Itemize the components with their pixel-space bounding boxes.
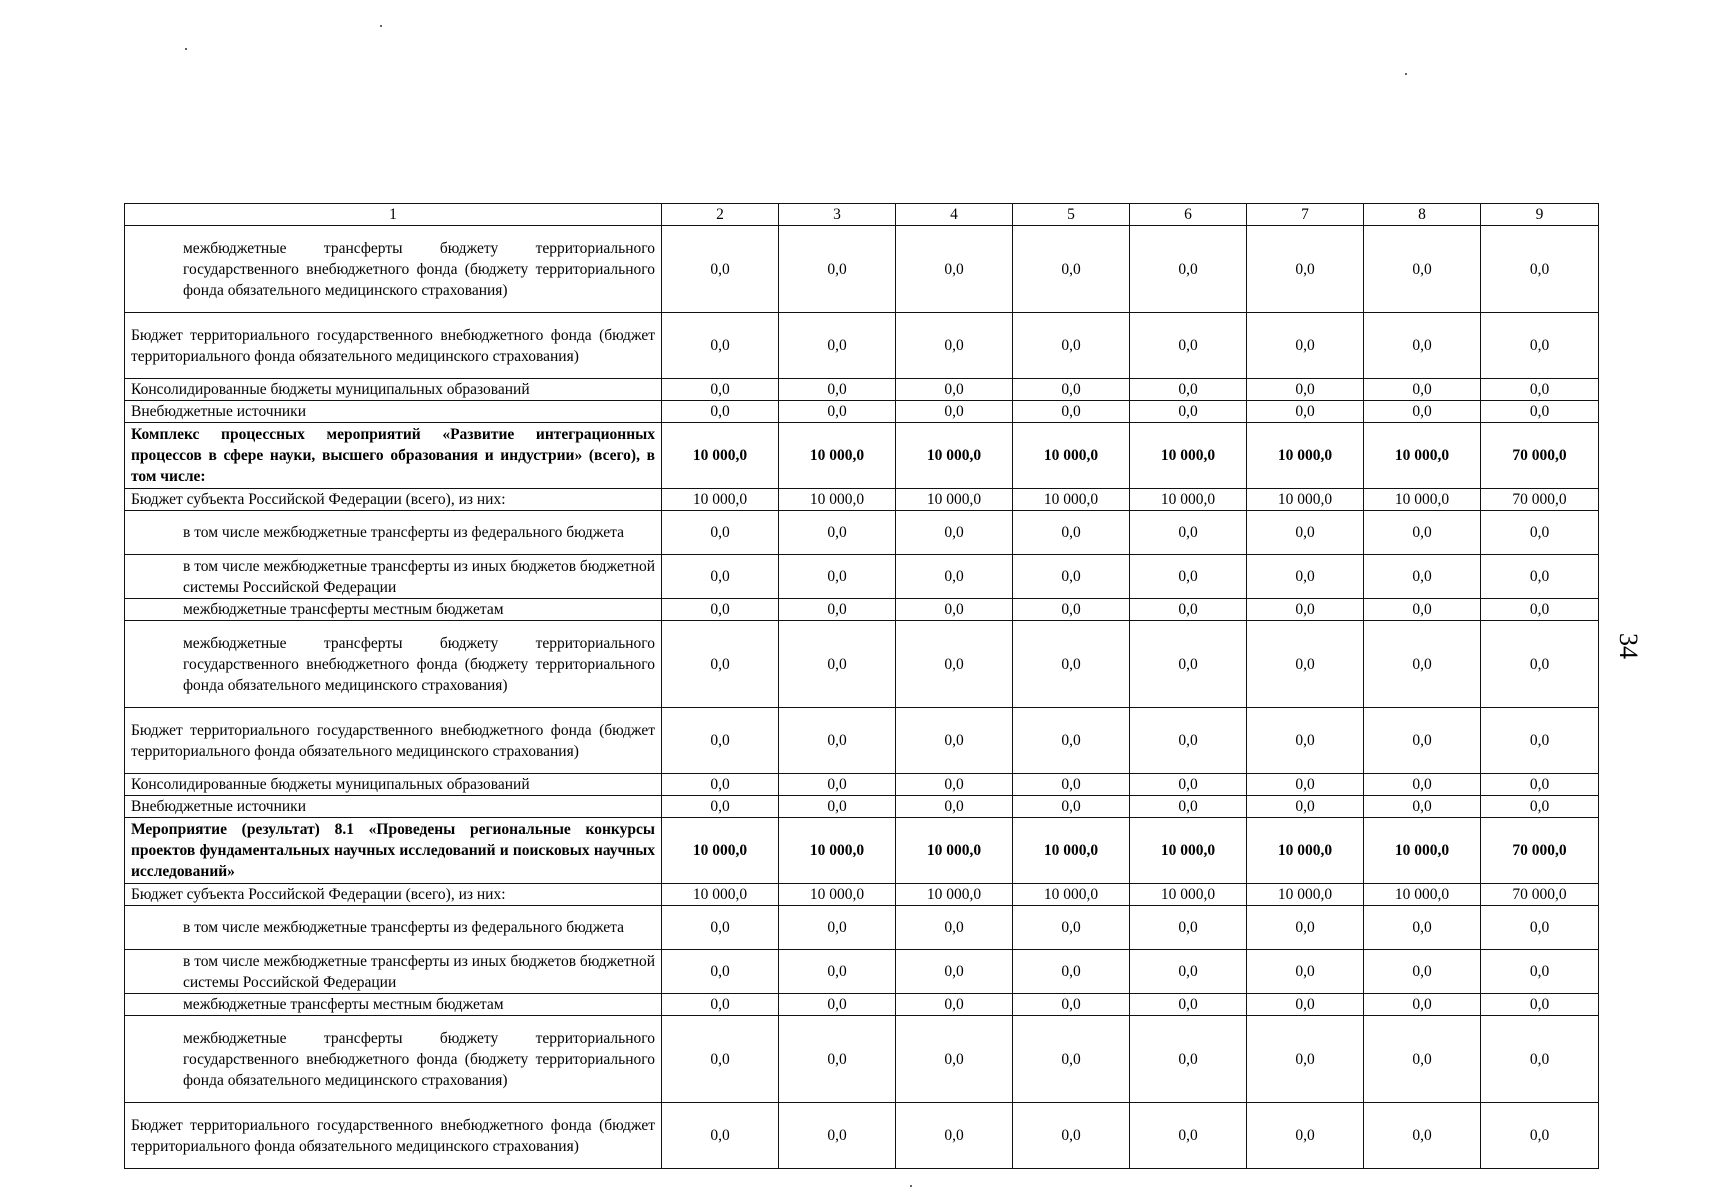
scan-speck [185,48,187,50]
cell-value: 0,0 [1013,774,1130,796]
scan-speck [910,1185,912,1187]
cell-value: 0,0 [779,401,896,423]
cell-value: 0,0 [779,708,896,774]
table-row [125,774,1599,796]
cell-value: 0,0 [779,994,896,1016]
cell-value: 0,0 [662,511,779,555]
row-label: межбюджетные трансферты местным бюджетам [125,994,662,1016]
cell-value: 0,0 [1364,1016,1481,1103]
cell-value: 0,0 [1364,774,1481,796]
cell-value: 0,0 [779,555,896,599]
cell-value: 0,0 [1481,796,1599,818]
cell-value: 0,0 [662,379,779,401]
cell-value: 10 000,0 [1013,818,1130,884]
cell-value: 70 000,0 [1481,423,1599,489]
row-label: в том числе межбюджетные трансферты из федерального бюджета [125,906,662,950]
cell-value: 0,0 [1481,994,1599,1016]
cell-value: 0,0 [1130,555,1247,599]
cell-value: 0,0 [662,950,779,994]
cell-value: 10 000,0 [896,489,1013,511]
cell-value: 10 000,0 [779,489,896,511]
cell-value: 0,0 [1247,313,1364,379]
cell-value: 0,0 [662,708,779,774]
cell-value: 0,0 [1013,226,1130,313]
cell-value: 0,0 [1013,511,1130,555]
column-number: 8 [1364,204,1481,226]
table-row [125,906,1599,950]
cell-value: 0,0 [662,555,779,599]
cell-value: 70 000,0 [1481,489,1599,511]
cell-value: 0,0 [779,621,896,708]
cell-value: 0,0 [1013,621,1130,708]
column-number: 7 [1247,204,1364,226]
row-label: межбюджетные трансферты бюджету территориального государственного внебюджетного фонда (бюджету территориального фонда обязательного медицинского страхования) [125,226,662,313]
cell-value: 0,0 [1013,599,1130,621]
row-label: Комплекс процессных мероприятий «Развитие интеграционных процессов в сфере науки, высшего образования и индустрии» (всего), в том числе: [125,423,662,489]
cell-value: 0,0 [662,226,779,313]
cell-value: 70 000,0 [1481,818,1599,884]
cell-value: 10 000,0 [1364,818,1481,884]
cell-value: 0,0 [662,796,779,818]
table-row [125,1103,1599,1169]
cell-value: 0,0 [779,950,896,994]
cell-value: 0,0 [1130,774,1247,796]
cell-value: 0,0 [1130,906,1247,950]
column-number: 6 [1130,204,1247,226]
cell-value: 70 000,0 [1481,884,1599,906]
cell-value: 0,0 [1247,1103,1364,1169]
cell-value: 10 000,0 [896,818,1013,884]
row-label: межбюджетные трансферты местным бюджетам [125,599,662,621]
cell-value: 0,0 [1364,511,1481,555]
cell-value: 0,0 [662,621,779,708]
row-label: Консолидированные бюджеты муниципальных образований [125,774,662,796]
cell-value: 0,0 [1481,511,1599,555]
cell-value: 10 000,0 [662,818,779,884]
cell-value: 0,0 [1130,1103,1247,1169]
cell-value: 10 000,0 [1130,489,1247,511]
cell-value: 0,0 [1364,708,1481,774]
row-label: Бюджет территориального государственного внебюджетного фонда (бюджет территориального фонда обязательного медицинского страхования) [125,313,662,379]
cell-value: 0,0 [1364,313,1481,379]
cell-value: 0,0 [896,226,1013,313]
row-label: в том числе межбюджетные трансферты из федерального бюджета [125,511,662,555]
cell-value: 10 000,0 [1013,884,1130,906]
cell-value: 0,0 [662,313,779,379]
cell-value: 0,0 [1364,555,1481,599]
cell-value: 0,0 [1247,950,1364,994]
table-row [125,708,1599,774]
row-label: Внебюджетные источники [125,401,662,423]
table-row [125,621,1599,708]
cell-value: 0,0 [779,599,896,621]
row-label: Бюджет территориального государственного внебюджетного фонда (бюджет территориального фонда обязательного медицинского страхования) [125,708,662,774]
cell-value: 0,0 [662,401,779,423]
cell-value: 0,0 [1013,1103,1130,1169]
cell-value: 0,0 [1130,379,1247,401]
cell-value: 0,0 [1247,994,1364,1016]
cell-value: 10 000,0 [662,884,779,906]
cell-value: 0,0 [1364,226,1481,313]
table-row [125,313,1599,379]
cell-value: 0,0 [1247,401,1364,423]
cell-value: 0,0 [1481,621,1599,708]
cell-value: 10 000,0 [1247,423,1364,489]
cell-value: 0,0 [1247,555,1364,599]
cell-value: 0,0 [1130,226,1247,313]
cell-value: 10 000,0 [1130,884,1247,906]
row-label: межбюджетные трансферты бюджету территориального государственного внебюджетного фонда (бюджету территориального фонда обязательного медицинского страхования) [125,1016,662,1103]
row-label: Консолидированные бюджеты муниципальных образований [125,379,662,401]
cell-value: 0,0 [1481,1016,1599,1103]
cell-value: 10 000,0 [1247,884,1364,906]
table-row [125,226,1599,313]
cell-value: 0,0 [896,1103,1013,1169]
cell-value: 0,0 [896,621,1013,708]
column-number: 4 [896,204,1013,226]
table-row [125,555,1599,599]
cell-value: 10 000,0 [662,423,779,489]
cell-value: 0,0 [1481,379,1599,401]
cell-value: 0,0 [896,796,1013,818]
cell-value: 10 000,0 [1013,423,1130,489]
cell-value: 0,0 [1013,401,1130,423]
cell-value: 10 000,0 [1364,489,1481,511]
cell-value: 0,0 [1364,950,1481,994]
column-number: 9 [1481,204,1599,226]
cell-value: 10 000,0 [1364,884,1481,906]
cell-value: 0,0 [779,1016,896,1103]
cell-value: 0,0 [896,1016,1013,1103]
cell-value: 0,0 [1247,774,1364,796]
table-row [125,884,1599,906]
table-row [125,994,1599,1016]
cell-value: 0,0 [1481,226,1599,313]
cell-value: 0,0 [779,226,896,313]
column-number: 1 [125,204,662,226]
cell-value: 0,0 [1130,313,1247,379]
cell-value: 0,0 [779,313,896,379]
row-label: в том числе межбюджетные трансферты из иных бюджетов бюджетной системы Российской Федерации [125,950,662,994]
cell-value: 0,0 [1130,599,1247,621]
column-number: 5 [1013,204,1130,226]
cell-value: 0,0 [1247,599,1364,621]
cell-value: 0,0 [1481,950,1599,994]
cell-value: 10 000,0 [1013,489,1130,511]
cell-value: 0,0 [896,994,1013,1016]
cell-value: 0,0 [896,708,1013,774]
cell-value: 0,0 [1364,379,1481,401]
cell-value: 0,0 [896,555,1013,599]
cell-value: 10 000,0 [779,818,896,884]
cell-value: 10 000,0 [1247,489,1364,511]
cell-value: 0,0 [662,906,779,950]
cell-value: 0,0 [1247,511,1364,555]
cell-value: 0,0 [779,906,896,950]
cell-value: 0,0 [1130,401,1247,423]
cell-value: 0,0 [1481,599,1599,621]
cell-value: 0,0 [779,796,896,818]
table-row [125,818,1599,884]
cell-value: 0,0 [662,1016,779,1103]
cell-value: 0,0 [1481,708,1599,774]
cell-value: 0,0 [896,313,1013,379]
cell-value: 0,0 [662,599,779,621]
row-label: Внебюджетные источники [125,796,662,818]
budget-table [124,203,1599,1169]
cell-value: 0,0 [1013,555,1130,599]
cell-value: 0,0 [896,950,1013,994]
scan-speck [380,25,382,27]
table-row [125,511,1599,555]
cell-value: 0,0 [662,994,779,1016]
cell-value: 0,0 [1247,379,1364,401]
cell-value: 0,0 [896,401,1013,423]
row-label: в том числе межбюджетные трансферты из иных бюджетов бюджетной системы Российской Федерации [125,555,662,599]
cell-value: 0,0 [1013,313,1130,379]
cell-value: 0,0 [1481,1103,1599,1169]
cell-value: 0,0 [779,511,896,555]
cell-value: 0,0 [1247,621,1364,708]
cell-value: 0,0 [1130,708,1247,774]
cell-value: 0,0 [1247,708,1364,774]
table-row [125,796,1599,818]
cell-value: 0,0 [1130,621,1247,708]
cell-value: 0,0 [1364,994,1481,1016]
cell-value: 0,0 [1130,511,1247,555]
cell-value: 0,0 [1364,796,1481,818]
table-row [125,950,1599,994]
table-row [125,401,1599,423]
cell-value: 0,0 [896,379,1013,401]
cell-value: 0,0 [1364,906,1481,950]
cell-value: 0,0 [1364,401,1481,423]
cell-value: 0,0 [1247,796,1364,818]
cell-value: 0,0 [1247,906,1364,950]
cell-value: 0,0 [662,774,779,796]
row-label: Бюджет субъекта Российской Федерации (всего), из них: [125,489,662,511]
cell-value: 0,0 [1481,555,1599,599]
cell-value: 0,0 [1013,1016,1130,1103]
row-label: Мероприятие (результат) 8.1 «Проведены региональные конкурсы проектов фундаментальных научных исследований и поисковых научных исследований» [125,818,662,884]
page-number: 34 [1614,633,1643,659]
cell-value: 0,0 [1013,906,1130,950]
cell-value: 0,0 [1247,226,1364,313]
cell-value: 0,0 [1013,950,1130,994]
cell-value: 0,0 [1247,1016,1364,1103]
cell-value: 0,0 [779,774,896,796]
table-row [125,423,1599,489]
column-number-row [125,204,1599,226]
row-label: Бюджет субъекта Российской Федерации (всего), из них: [125,884,662,906]
cell-value: 0,0 [1364,1103,1481,1169]
row-label: межбюджетные трансферты бюджету территориального государственного внебюджетного фонда (бюджету территориального фонда обязательного медицинского страхования) [125,621,662,708]
cell-value: 0,0 [1130,796,1247,818]
cell-value: 10 000,0 [896,423,1013,489]
cell-value: 0,0 [1013,379,1130,401]
scan-speck [1405,73,1407,75]
cell-value: 0,0 [1364,621,1481,708]
cell-value: 0,0 [1013,796,1130,818]
table-row [125,379,1599,401]
cell-value: 0,0 [779,1103,896,1169]
row-label: Бюджет территориального государственного внебюджетного фонда (бюджет территориального фонда обязательного медицинского страхования) [125,1103,662,1169]
cell-value: 10 000,0 [1130,818,1247,884]
cell-value: 10 000,0 [1130,423,1247,489]
cell-value: 10 000,0 [896,884,1013,906]
column-number: 2 [662,204,779,226]
cell-value: 0,0 [662,1103,779,1169]
cell-value: 0,0 [1364,599,1481,621]
cell-value: 10 000,0 [1247,818,1364,884]
cell-value: 0,0 [1481,401,1599,423]
cell-value: 10 000,0 [662,489,779,511]
cell-value: 0,0 [1130,950,1247,994]
cell-value: 0,0 [1481,774,1599,796]
table-row [125,489,1599,511]
cell-value: 0,0 [1481,313,1599,379]
cell-value: 0,0 [1130,1016,1247,1103]
table-row [125,1016,1599,1103]
cell-value: 0,0 [896,906,1013,950]
cell-value: 0,0 [1013,708,1130,774]
cell-value: 10 000,0 [779,884,896,906]
column-number: 3 [779,204,896,226]
cell-value: 10 000,0 [779,423,896,489]
cell-value: 0,0 [1481,906,1599,950]
cell-value: 0,0 [896,599,1013,621]
table-row [125,599,1599,621]
cell-value: 0,0 [896,774,1013,796]
cell-value: 0,0 [896,511,1013,555]
cell-value: 10 000,0 [1364,423,1481,489]
cell-value: 0,0 [1130,994,1247,1016]
cell-value: 0,0 [1013,994,1130,1016]
cell-value: 0,0 [779,379,896,401]
